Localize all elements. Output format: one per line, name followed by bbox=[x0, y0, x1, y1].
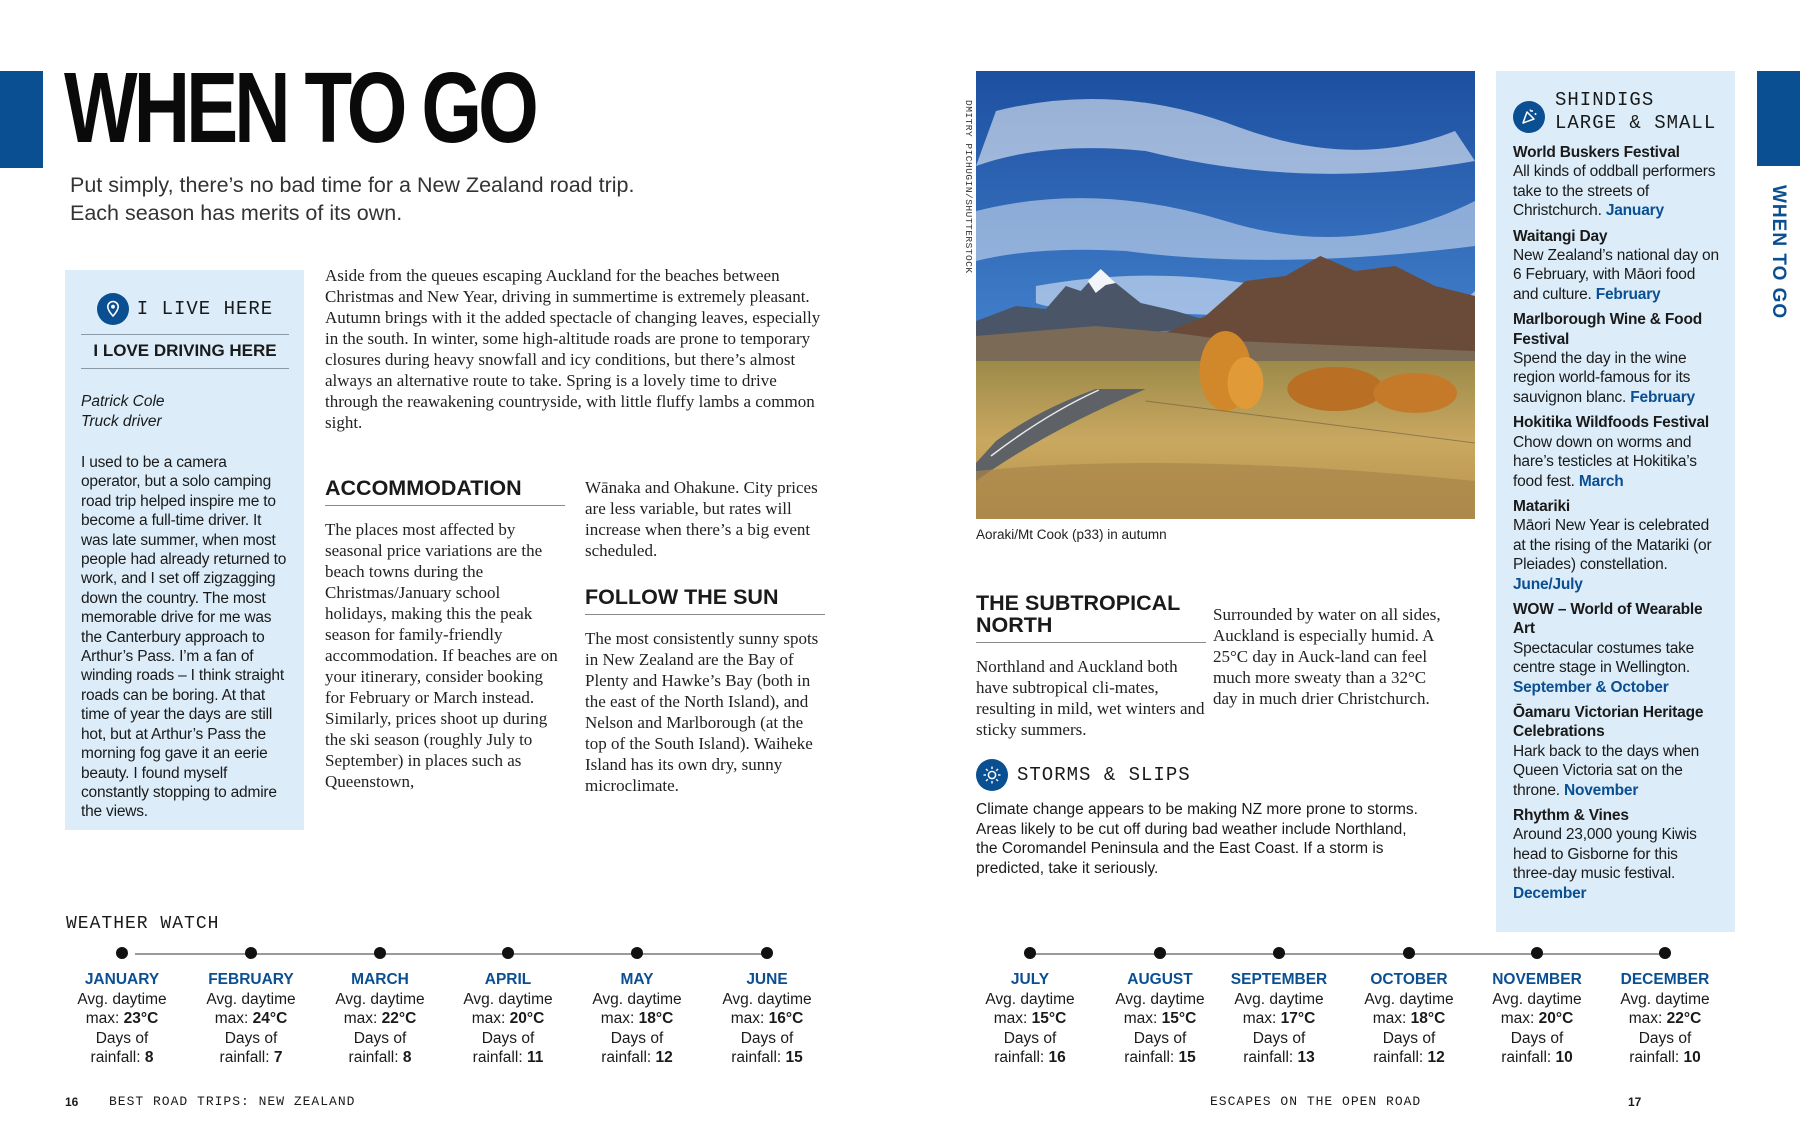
event-item bbox=[1513, 703, 1721, 800]
rain-days: 11 bbox=[526, 1049, 544, 1066]
live-box-text: I used to be a camera operator, but a solo camping road trip helped inspire me to become a full-time driver. It was late summer, when most people had already returned to work, and I set off zigzagging down the country. The most memorable drive for me was the Canterbury approach to Arthur’s Pass. I’m a fan of winding roads – I think straight roads can be boring. At that time of year the days are still hot, but at Arthur’s Pass the morning fog gave it an eerie beauty. I found myself constantly stopping to admire the views. bbox=[81, 454, 287, 821]
weather-month bbox=[577, 970, 697, 1068]
event-description: Hark back to the days when Queen Victoria sat on the throne. bbox=[1513, 742, 1700, 799]
temp-label-max: max: bbox=[600, 1010, 635, 1027]
rain-days: 8 bbox=[402, 1049, 412, 1066]
event-description: Around 23,000 young Kiwis head to Gisborne for this three-day music festival. bbox=[1513, 826, 1697, 883]
rain-label-days: rainfall: bbox=[994, 1049, 1045, 1066]
max-temp: 24°C bbox=[252, 1010, 288, 1027]
side-tab-label: WHEN TO GO bbox=[1768, 185, 1789, 320]
temp-label-max: max: bbox=[1500, 1010, 1535, 1027]
weather-month bbox=[448, 970, 568, 1068]
temp-label: Avg. daytime bbox=[335, 990, 425, 1008]
event-name: Rhythm & Vines bbox=[1513, 807, 1629, 824]
temp-label: Avg. daytime bbox=[592, 990, 682, 1008]
live-box-person bbox=[81, 392, 289, 432]
temp-label-max: max: bbox=[730, 1010, 765, 1027]
timeline-dot bbox=[631, 947, 643, 959]
max-temp: 16°C bbox=[768, 1010, 804, 1027]
accommodation-text-continued: Wānaka and Ohakune. City prices are less variable, but rates will increase when there’s a big event scheduled. bbox=[585, 478, 818, 560]
timeline-dot bbox=[1273, 947, 1285, 959]
timeline-dot bbox=[1024, 947, 1036, 959]
temp-line bbox=[62, 1009, 182, 1029]
temp-label-max: max: bbox=[1123, 1010, 1158, 1027]
rain-label-days: rainfall: bbox=[1373, 1049, 1424, 1066]
temp-label-max: max: bbox=[993, 1010, 1028, 1027]
event-description: All kinds of oddball performers take to the streets of Christchurch. bbox=[1513, 163, 1716, 220]
temp-label: Avg. daytime bbox=[1492, 990, 1582, 1008]
rain-label-days: rainfall: bbox=[601, 1049, 652, 1066]
accommodation-text: The places most affected by seasonal price variations are the beach towns during the Christmas/January school holidays, making this the peak season for family-friendly accommodation. If beaches are on your itinerary, consider booking for February or March instead. Similarly, prices shoot up during the ski season (roughly July to September) in places such as Queenstown, bbox=[325, 520, 558, 791]
max-temp: 22°C bbox=[1666, 1010, 1702, 1027]
intro-text bbox=[70, 171, 690, 227]
temp-line bbox=[191, 1009, 311, 1029]
live-box-header bbox=[81, 292, 289, 326]
rain-days: 15 bbox=[1178, 1049, 1196, 1066]
temp-label-max: max: bbox=[471, 1010, 506, 1027]
month-name: SEPTEMBER bbox=[1230, 971, 1328, 988]
mount-cook-photo bbox=[976, 71, 1475, 519]
month-name: DECEMBER bbox=[1620, 971, 1710, 988]
max-temp: 15°C bbox=[1031, 1010, 1067, 1027]
max-temp: 20°C bbox=[1538, 1010, 1574, 1027]
storms-header bbox=[976, 759, 1191, 791]
right-page-number: 17 bbox=[1628, 1095, 1642, 1109]
rain-line bbox=[1349, 1048, 1469, 1068]
temp-label-max: max: bbox=[1242, 1010, 1277, 1027]
month-name: APRIL bbox=[484, 971, 532, 988]
page-title: WHEN TO GO bbox=[64, 52, 535, 164]
rain-label: Days of bbox=[353, 1029, 407, 1047]
rain-label-days: rainfall: bbox=[1124, 1049, 1175, 1066]
rain-line bbox=[62, 1048, 182, 1068]
rain-line bbox=[1477, 1048, 1597, 1068]
timeline-dot bbox=[374, 947, 386, 959]
i-live-here-box bbox=[65, 270, 304, 830]
max-temp: 18°C bbox=[1410, 1010, 1446, 1027]
right-running-footer: ESCAPES ON THE OPEN ROAD bbox=[1210, 1094, 1422, 1109]
temp-label: Avg. daytime bbox=[206, 990, 296, 1008]
event-name: Hokitika Wildfoods Festival bbox=[1513, 414, 1709, 432]
rain-label: Days of bbox=[95, 1029, 149, 1047]
timeline-dot bbox=[502, 947, 514, 959]
left-edge-tab bbox=[0, 71, 43, 168]
weather-watch-heading: WEATHER WATCH bbox=[66, 914, 220, 934]
rain-label-days: rainfall: bbox=[1243, 1049, 1294, 1066]
max-temp: 20°C bbox=[509, 1010, 545, 1027]
rain-label: Days of bbox=[1638, 1029, 1692, 1047]
month-name: JULY bbox=[1010, 971, 1050, 988]
temp-label: Avg. daytime bbox=[1234, 990, 1324, 1008]
max-temp: 17°C bbox=[1280, 1010, 1316, 1027]
follow-sun-heading: FOLLOW THE SUN bbox=[585, 586, 825, 615]
event-month: February bbox=[1630, 388, 1695, 406]
event-description: New Zealand’s national day on 6 February, with Māori food and culture. bbox=[1513, 247, 1719, 303]
rain-days: 7 bbox=[273, 1049, 283, 1066]
temp-label: Avg. daytime bbox=[1364, 990, 1454, 1008]
accommodation-follow-column bbox=[585, 477, 825, 796]
shindigs-event-list bbox=[1513, 143, 1721, 903]
event-item bbox=[1513, 806, 1721, 903]
intro-line-1: Put simply, there’s no bad time for a New Zealand road trip. bbox=[70, 173, 635, 197]
event-month: November bbox=[1563, 781, 1639, 799]
rain-line bbox=[707, 1048, 827, 1068]
shindigs-heading-line-2: LARGE & SMALL bbox=[1555, 112, 1717, 134]
rain-label: Days of bbox=[224, 1029, 278, 1047]
temp-label: Avg. daytime bbox=[722, 990, 812, 1008]
temp-label-max: max: bbox=[1628, 1010, 1663, 1027]
rain-label: Days of bbox=[1252, 1029, 1306, 1047]
event-description: Spend the day in the wine region world-famous for its sauvignon blanc. bbox=[1513, 350, 1691, 406]
weather-timeline-right bbox=[1030, 953, 1665, 955]
rain-label: Days of bbox=[1382, 1029, 1436, 1047]
rain-line bbox=[320, 1048, 440, 1068]
person-name: Patrick Cole bbox=[81, 393, 165, 410]
subtropical-heading: THE SUBTROPICAL NORTH bbox=[976, 592, 1206, 643]
timeline-dot bbox=[761, 947, 773, 959]
temp-line bbox=[1219, 1009, 1339, 1029]
rain-line bbox=[577, 1048, 697, 1068]
subtropical-text: Northland and Auckland both have subtropical cli-mates, resulting in mild, wet winters and sticky summers. bbox=[976, 657, 1205, 739]
person-role: Truck driver bbox=[81, 413, 162, 430]
month-name: AUGUST bbox=[1127, 971, 1193, 988]
rain-label-days: rainfall: bbox=[348, 1049, 399, 1066]
rain-line bbox=[1605, 1048, 1725, 1068]
weather-month bbox=[1349, 970, 1469, 1068]
storms-text: Climate change appears to be making NZ more prone to storms. Areas likely to be cut off during bad weather include Northland, the Coromandel Peninsula and the East Coast. If a storm is predicted, take it seriously. bbox=[976, 801, 1418, 877]
event-name: Marlborough Wine & Food Festival bbox=[1513, 311, 1702, 348]
location-pin-icon bbox=[97, 293, 129, 325]
event-name: WOW – World of Wearable Art bbox=[1513, 600, 1703, 638]
month-name: MAY bbox=[620, 971, 654, 988]
event-description: Chow down on worms and hare’s testicles at Hokitika’s food fest. bbox=[1513, 433, 1697, 490]
temp-label-max: max: bbox=[1372, 1010, 1407, 1027]
temp-line bbox=[320, 1009, 440, 1029]
temp-line bbox=[1605, 1009, 1725, 1029]
max-temp: 23°C bbox=[123, 1010, 159, 1027]
event-name: World Buskers Festival bbox=[1513, 144, 1680, 161]
live-box-subheading: I LOVE DRIVING HERE bbox=[81, 335, 289, 369]
weather-month bbox=[1605, 970, 1725, 1068]
rain-days: 12 bbox=[655, 1049, 673, 1066]
photo-credit-wrap bbox=[961, 100, 975, 280]
max-temp: 22°C bbox=[381, 1010, 417, 1027]
timeline-dot bbox=[1531, 947, 1543, 959]
event-item bbox=[1513, 413, 1721, 491]
event-item bbox=[1513, 310, 1721, 407]
rain-label-days: rainfall: bbox=[1501, 1049, 1552, 1066]
temp-label: Avg. daytime bbox=[77, 990, 167, 1008]
rain-label: Days of bbox=[740, 1029, 794, 1047]
month-name: OCTOBER bbox=[1370, 971, 1448, 988]
temp-line bbox=[1477, 1009, 1597, 1029]
subtropical-section bbox=[976, 592, 1206, 740]
subtropical-text-continued: Surrounded by water on all sides, Auckland is especially humid. A 25°C day in Auck-land can feel much more sweaty than a 32°C day in much drier Christchurch. bbox=[1213, 605, 1441, 708]
rain-label: Days of bbox=[1133, 1029, 1187, 1047]
temp-label: Avg. daytime bbox=[985, 990, 1075, 1008]
month-name: JUNE bbox=[746, 971, 788, 988]
rain-days: 10 bbox=[1683, 1049, 1701, 1066]
rain-line bbox=[191, 1048, 311, 1068]
event-month: February bbox=[1595, 285, 1661, 303]
max-temp: 15°C bbox=[1161, 1010, 1197, 1027]
event-month: March bbox=[1578, 472, 1624, 490]
rain-days: 16 bbox=[1048, 1049, 1066, 1066]
month-name: FEBRUARY bbox=[208, 971, 294, 988]
weather-month bbox=[62, 970, 182, 1068]
rain-line bbox=[1100, 1048, 1220, 1068]
side-tab-label-wrap bbox=[1759, 185, 1799, 320]
temp-label-max: max: bbox=[343, 1010, 378, 1027]
max-temp: 18°C bbox=[638, 1010, 674, 1027]
rain-days: 12 bbox=[1427, 1049, 1445, 1066]
rain-label-days: rainfall: bbox=[219, 1049, 270, 1066]
photo-caption: Aoraki/Mt Cook (p33) in autumn bbox=[976, 527, 1167, 542]
timeline-dot bbox=[1154, 947, 1166, 959]
rain-label: Days of bbox=[481, 1029, 535, 1047]
rain-label: Days of bbox=[1003, 1029, 1057, 1047]
weather-month bbox=[320, 970, 440, 1068]
shindigs-box bbox=[1496, 71, 1735, 932]
temp-label: Avg. daytime bbox=[1620, 990, 1710, 1008]
rain-line bbox=[448, 1048, 568, 1068]
event-name: Waitangi Day bbox=[1513, 227, 1608, 245]
rain-days: 15 bbox=[785, 1049, 803, 1066]
photo-credit: DMITRY PICHUGIN/SHUTTERSTOCK bbox=[963, 100, 974, 274]
weather-month bbox=[970, 970, 1090, 1068]
event-month: January bbox=[1605, 202, 1664, 220]
rain-line bbox=[970, 1048, 1090, 1068]
rain-label-days: rainfall: bbox=[1629, 1049, 1680, 1066]
weather-month bbox=[1477, 970, 1597, 1068]
left-running-footer: BEST ROAD TRIPS: NEW ZEALAND bbox=[109, 1094, 356, 1109]
temp-line bbox=[970, 1009, 1090, 1029]
shindigs-heading-line-1: SHINDIGS bbox=[1555, 89, 1655, 111]
rain-label-days: rainfall: bbox=[90, 1049, 141, 1066]
month-name: NOVEMBER bbox=[1492, 971, 1582, 988]
left-page-number: 16 bbox=[65, 1095, 79, 1109]
weather-month bbox=[191, 970, 311, 1068]
weather-month bbox=[1100, 970, 1220, 1068]
rain-days: 13 bbox=[1297, 1049, 1315, 1066]
event-name: Matariki bbox=[1513, 497, 1570, 515]
rain-label: Days of bbox=[1510, 1029, 1564, 1047]
rain-label-days: rainfall: bbox=[731, 1049, 782, 1066]
follow-sun-text: The most consistently sunny spots in New Zealand are the Bay of Plenty and Hawke’s Bay (both in the east of the North Island), and Nelson and Marlborough (at the top of the South Island). Waiheke Island has its own dry, sunny microclimate. bbox=[585, 629, 819, 795]
event-month: September & October bbox=[1513, 678, 1669, 696]
weather-timeline-left bbox=[135, 953, 770, 955]
accommodation-heading: ACCOMMODATION bbox=[325, 477, 565, 506]
event-item bbox=[1513, 497, 1721, 594]
weather-month bbox=[707, 970, 827, 1068]
timeline-dot bbox=[245, 947, 257, 959]
right-edge-tab bbox=[1757, 71, 1800, 166]
confetti-icon bbox=[1513, 101, 1545, 133]
temp-line bbox=[1349, 1009, 1469, 1029]
temp-line bbox=[1100, 1009, 1220, 1029]
temp-label: Avg. daytime bbox=[463, 990, 553, 1008]
temp-label-max: max: bbox=[85, 1010, 120, 1027]
temp-line bbox=[577, 1009, 697, 1029]
timeline-dot bbox=[116, 947, 128, 959]
timeline-dot bbox=[1403, 947, 1415, 959]
shindigs-heading bbox=[1555, 89, 1716, 135]
live-box-heading: I LIVE HERE bbox=[136, 298, 274, 320]
rain-label-days: rainfall: bbox=[472, 1049, 523, 1066]
intro-paragraph: Aside from the queues escaping Auckland for the beaches between Christmas and New Year, driving in summertime is extremely pleasant. Autumn brings with it the added spectacle of changing leaves, especially in the south. In winter, some high-altitude roads are prone to temporary closures during heavy snowfall and icy conditions, but there’s almost always an alternative route to take. Spring is a lovely time to drive through the reawakening countryside, with little fluffy lambs a common sight. bbox=[325, 266, 821, 432]
event-description: Spectacular costumes take centre stage in Wellington. bbox=[1513, 639, 1695, 677]
month-name: MARCH bbox=[351, 971, 409, 988]
rain-days: 10 bbox=[1555, 1049, 1573, 1066]
sun-icon bbox=[976, 759, 1008, 791]
intro-line-2: Each season has merits of its own. bbox=[70, 201, 403, 225]
shindigs-header bbox=[1513, 89, 1721, 135]
rain-line bbox=[1219, 1048, 1339, 1068]
timeline-dot bbox=[1659, 947, 1671, 959]
weather-month bbox=[1219, 970, 1339, 1068]
temp-line bbox=[448, 1009, 568, 1029]
month-name: JANUARY bbox=[84, 971, 160, 988]
event-item bbox=[1513, 227, 1721, 305]
event-month: December bbox=[1513, 884, 1587, 902]
temp-label: Avg. daytime bbox=[1115, 990, 1205, 1008]
event-item bbox=[1513, 600, 1721, 697]
temp-label-max: max: bbox=[214, 1010, 249, 1027]
event-description: Māori New Year is celebrated at the rising of the Matariki (or Pleiades) constellation. bbox=[1513, 517, 1712, 574]
rain-days: 8 bbox=[144, 1049, 154, 1066]
event-item bbox=[1513, 143, 1721, 221]
event-name: Ōamaru Victorian Heritage Celebrations bbox=[1513, 703, 1704, 741]
storms-heading: STORMS & SLIPS bbox=[1017, 764, 1191, 786]
temp-line bbox=[707, 1009, 827, 1029]
event-month: June/July bbox=[1513, 575, 1583, 593]
rain-label: Days of bbox=[610, 1029, 664, 1047]
accommodation-section bbox=[325, 477, 565, 792]
